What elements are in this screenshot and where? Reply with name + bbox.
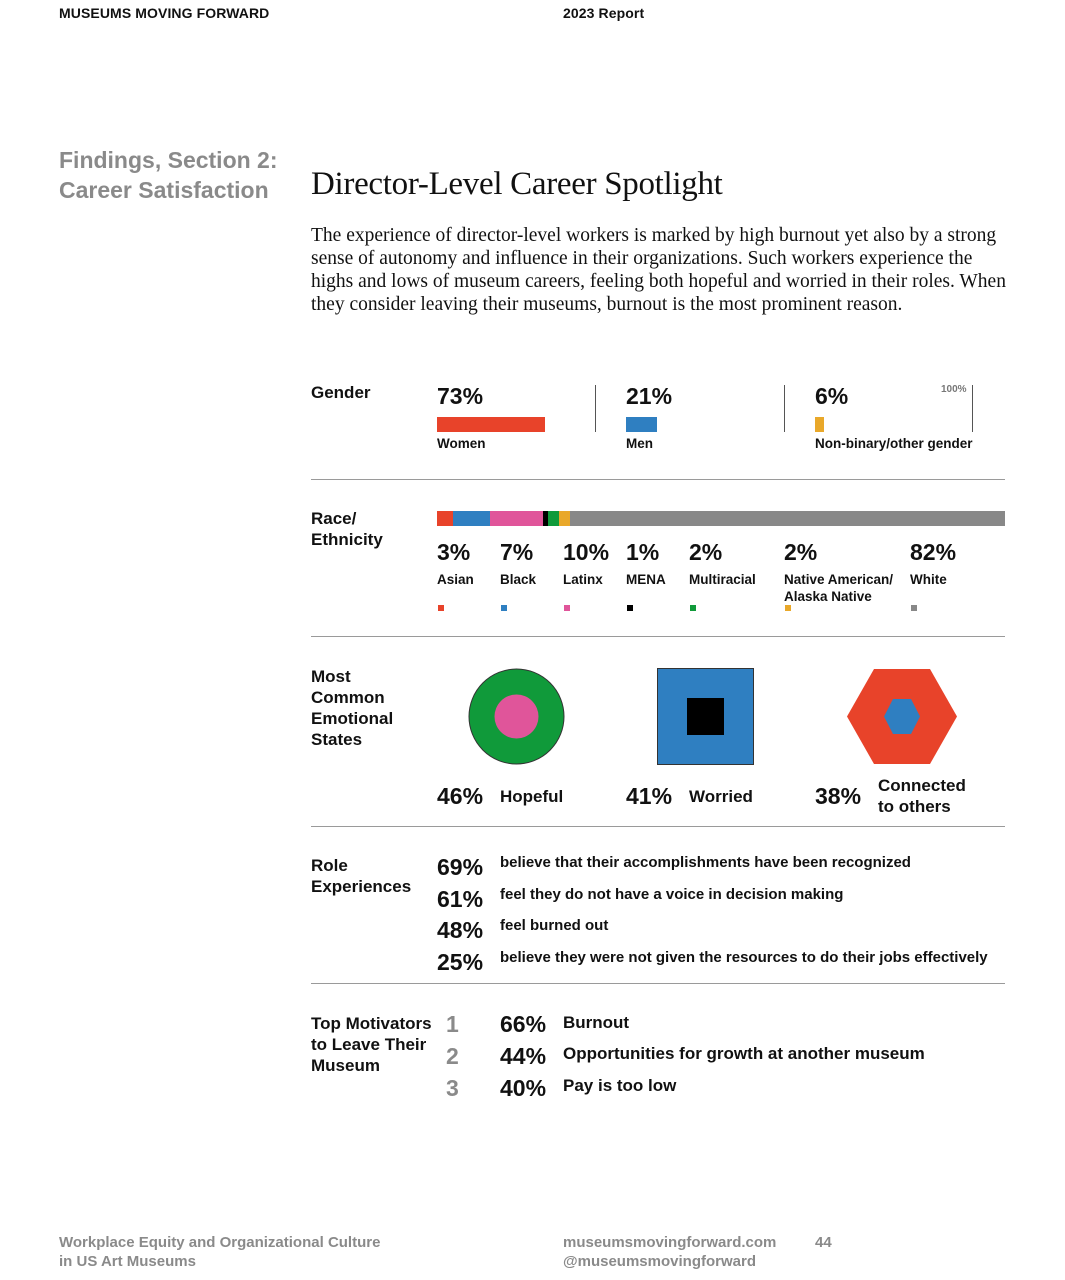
motivator-text: Pay is too low	[563, 1076, 677, 1095]
race-multiracial-label: Multiracial	[689, 572, 756, 587]
role-item-pct: 25%	[437, 949, 484, 975]
race-segment-latinx	[490, 511, 543, 526]
role-item-pct: 69%	[437, 854, 484, 880]
gender-nonbinary-bar	[815, 417, 824, 432]
report-brand: MUSEUMS MOVING FORWARD	[59, 5, 270, 21]
race-latinx-pct: 10%	[563, 539, 610, 565]
gender-men-label: Men	[626, 436, 653, 451]
race-multiracial-swatch	[690, 605, 696, 611]
motivators-label-line: Top Motivators	[311, 1014, 432, 1033]
footer-social-handle[interactable]: @museumsmovingforward	[563, 1253, 756, 1270]
divider-rule	[311, 826, 1005, 827]
divider-rule	[311, 983, 1005, 984]
race-mena-swatch	[627, 605, 633, 611]
footer-report-title-line1: Workplace Equity and Organizational Culture	[59, 1234, 381, 1251]
divider-rule	[311, 479, 1005, 480]
race-label-line2: Ethnicity	[311, 530, 383, 549]
motivator-rank: 2	[446, 1043, 459, 1069]
race-label	[311, 508, 383, 550]
page-title: Director-Level Career Spotlight	[311, 166, 723, 202]
race-item-white	[910, 539, 956, 588]
race-label-line1: Race/	[311, 509, 357, 528]
worried-pct: 41%	[626, 783, 673, 809]
race-mena-pct: 1%	[626, 539, 660, 565]
gender-divider-1	[595, 385, 596, 432]
gender-divider-2	[784, 385, 785, 432]
role-item-pct: 61%	[437, 886, 484, 912]
motivator-text: Burnout	[563, 1013, 630, 1032]
motivator-text: Opportunities for growth at another museum	[563, 1044, 925, 1063]
gender-women-label: Women	[437, 436, 486, 451]
motivators-label-line: to Leave Their	[311, 1035, 427, 1054]
role-label-line2: Experiences	[311, 877, 412, 896]
motivator-pct: 44%	[500, 1043, 547, 1069]
race-multiracial-pct: 2%	[689, 539, 723, 565]
worried-icon-core	[687, 698, 724, 735]
race-segment-black	[453, 511, 490, 526]
race-asian-swatch	[438, 605, 444, 611]
race-segment-multiracial	[548, 511, 559, 526]
race-asian-pct: 3%	[437, 539, 471, 565]
race-white-pct: 82%	[910, 539, 957, 565]
race-native-label: Native American/ Alaska Native	[784, 572, 894, 604]
emotions-label-line: States	[311, 730, 363, 749]
race-item-asian	[437, 539, 474, 588]
motivators-label	[311, 1013, 432, 1076]
race-black-pct: 7%	[500, 539, 534, 565]
gender-nonbinary-label: Non-binary/other gender	[815, 436, 973, 451]
emotions-label	[311, 666, 393, 750]
emotions-label-line: Most	[311, 667, 351, 686]
gender-men	[626, 383, 673, 451]
hopeful-icon-core	[495, 695, 539, 739]
gender-scale-label: 100%	[941, 384, 967, 395]
footer-url-link[interactable]: museumsmovingforward.com	[563, 1234, 777, 1251]
race-latinx-label: Latinx	[563, 572, 603, 587]
race-white-label: White	[910, 572, 947, 587]
motivators-label-line: Museum	[311, 1056, 380, 1075]
race-native-pct: 2%	[784, 539, 818, 565]
gender-nonbinary-pct: 6%	[815, 383, 849, 409]
race-mena-label: MENA	[626, 572, 666, 587]
motivator-rank: 1	[446, 1011, 459, 1037]
role-item-text: believe they were not given the resources to do their jobs effectively	[500, 949, 988, 966]
connected-icon	[846, 668, 958, 765]
role-item-text: feel they do not have a voice in decision making	[500, 886, 844, 903]
section-title-line2: Career Satisfaction	[59, 177, 269, 203]
role-label-line1: Role	[311, 856, 348, 875]
hopeful-icon	[468, 668, 565, 765]
role-item-text: feel burned out	[500, 917, 609, 934]
worried-icon	[657, 668, 754, 765]
divider-rule	[311, 636, 1005, 637]
gender-women	[437, 383, 486, 451]
section-title	[59, 145, 278, 205]
connected-label	[878, 775, 966, 817]
footer-report-title	[59, 1233, 380, 1271]
race-segment-white	[570, 511, 1005, 526]
race-item-mena	[626, 539, 666, 588]
race-segment-asian	[437, 511, 453, 526]
race-item-latinx	[563, 539, 609, 588]
motivator-rank: 3	[446, 1075, 459, 1101]
race-black-swatch	[501, 605, 507, 611]
report-year: 2023 Report	[563, 5, 645, 21]
role-item-pct: 48%	[437, 917, 484, 943]
race-asian-label: Asian	[437, 572, 474, 587]
motivator-pct: 66%	[500, 1011, 547, 1037]
gender-women-bar	[437, 417, 545, 432]
race-stacked-bar	[437, 511, 1005, 526]
gender-men-pct: 21%	[626, 383, 673, 409]
gender-women-pct: 73%	[437, 383, 484, 409]
race-segment-native	[559, 511, 570, 526]
section-title-line1: Findings, Section 2:	[59, 147, 278, 173]
race-item-black	[500, 539, 536, 588]
race-white-swatch	[911, 605, 917, 611]
emotions-label-line: Common	[311, 688, 385, 707]
race-latinx-swatch	[564, 605, 570, 611]
page-number: 44	[815, 1234, 832, 1251]
role-label	[311, 855, 411, 897]
race-black-label: Black	[500, 572, 537, 587]
emotions-label-line: Emotional	[311, 709, 394, 728]
gender-scale-line	[972, 385, 973, 432]
connected-pct: 38%	[815, 783, 862, 809]
race-item-multiracial	[689, 539, 756, 588]
hopeful-label: Hopeful	[500, 787, 564, 806]
gender-men-bar	[626, 417, 657, 432]
footer-links	[563, 1233, 776, 1271]
hopeful-pct: 46%	[437, 783, 484, 809]
connected-label-line2: to others	[878, 797, 951, 816]
intro-paragraph: The experience of director-level workers is marked by high burnout yet also by a strong sense of autonomy and influence in their organizations. Such workers experience the highs and lows of museum careers, feeling both hopeful and worried in their roles. When they consider leaving their museums, burnout is the most prominent reason.	[311, 225, 1006, 315]
footer-report-title-line2: in US Art Museums	[59, 1253, 196, 1270]
race-item-native	[784, 539, 902, 605]
role-item-text: believe that their accomplishments have been recognized	[500, 854, 911, 871]
race-native-swatch	[785, 605, 791, 611]
gender-label: Gender	[311, 383, 371, 402]
motivator-pct: 40%	[500, 1075, 547, 1101]
worried-label: Worried	[689, 787, 753, 806]
connected-label-line1: Connected	[878, 776, 966, 795]
